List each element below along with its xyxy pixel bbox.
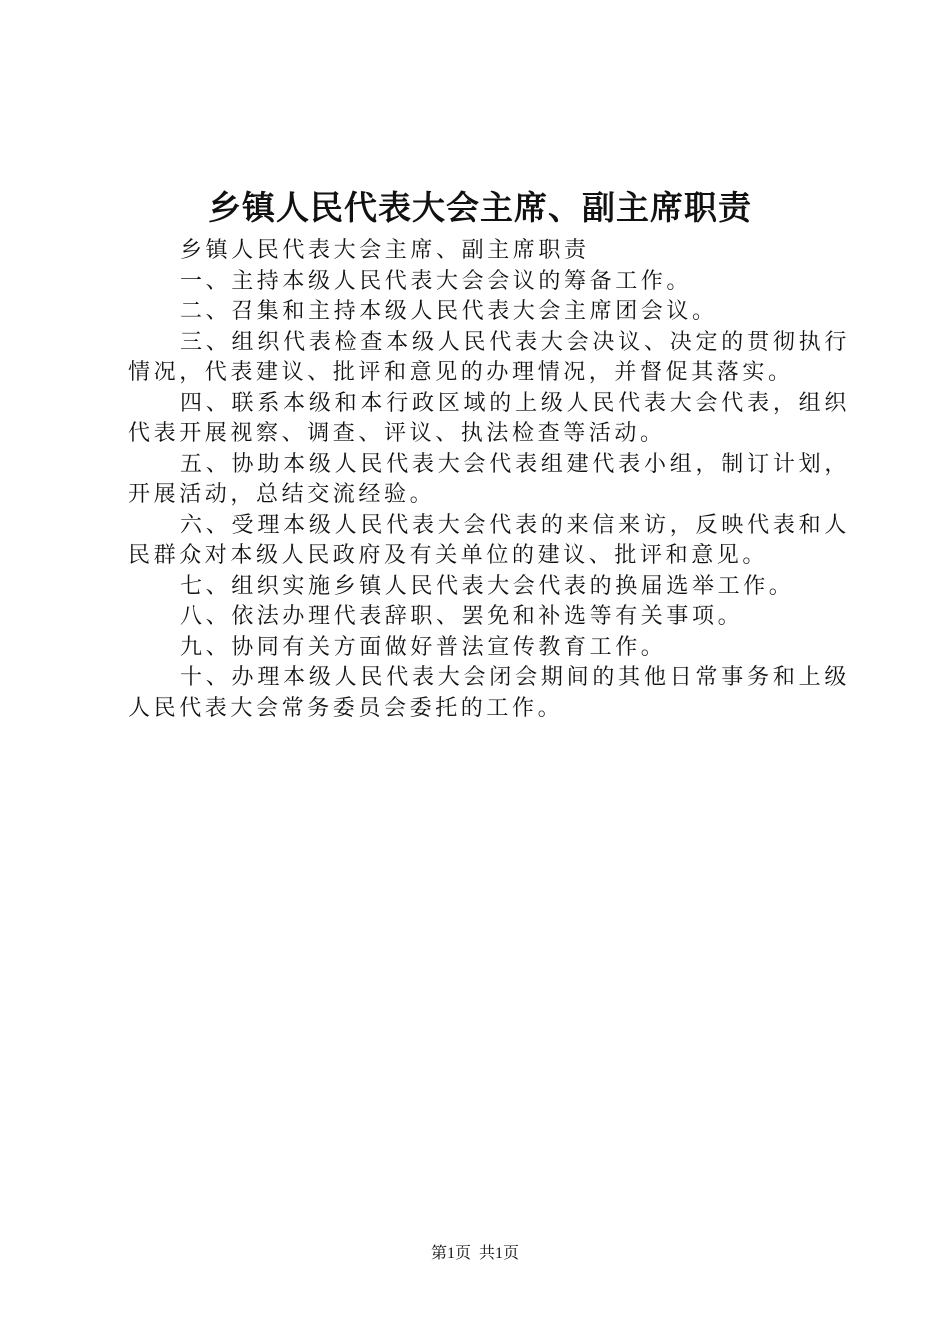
paragraph-item-8: 八、依法办理代表辞职、罢免和补选等有关事项。 <box>180 604 744 629</box>
paragraph-item-1: 一、主持本级人民代表大会会议的筹备工作。 <box>180 268 693 294</box>
paragraph-item-3: 三、组织代表检查本级人民代表大会决议、决定的贯彻执行情况，代表建议、批评和意见的办理情况，并督促其落实。 <box>128 329 850 385</box>
document-body <box>128 236 850 724</box>
paragraph-item-9: 九、协同有关方面做好普法宣传教育工作。 <box>180 634 667 660</box>
paragraph-item-10: 十、办理本级人民代表大会闭会期间的其他日常事务和上级人民代表大会常务委员会委托的工作。 <box>128 665 850 721</box>
paragraph-intro: 乡镇人民代表大会主席、副主席职责 <box>180 238 590 263</box>
paragraph-item-4: 四、联系本级和本行政区域的上级人民代表大会代表，组织代表开展视察、调查、评议、执法检查等活动。 <box>128 390 850 446</box>
paragraph-item-6: 六、受理本级人民代表大会代表的来信来访，反映代表和人民群众对本级人民政府及有关单位的建议、批评和意见。 <box>128 512 850 568</box>
page-number: 第1页 <box>430 1245 471 1262</box>
paragraph-item-5: 五、协助本级人民代表大会代表组建代表小组，制订计划，开展活动，总结交流经验。 <box>128 451 850 507</box>
page-footer <box>0 1243 950 1265</box>
paragraph-item-2: 二、召集和主持本级人民代表大会主席团会议。 <box>180 299 718 324</box>
paragraph-item-7: 七、组织实施乡镇人民代表大会代表的换届选举工作。 <box>180 573 795 599</box>
document-title: 乡镇人民代表大会主席、副主席职责 <box>208 188 752 227</box>
page-total: 共1页 <box>479 1245 520 1262</box>
